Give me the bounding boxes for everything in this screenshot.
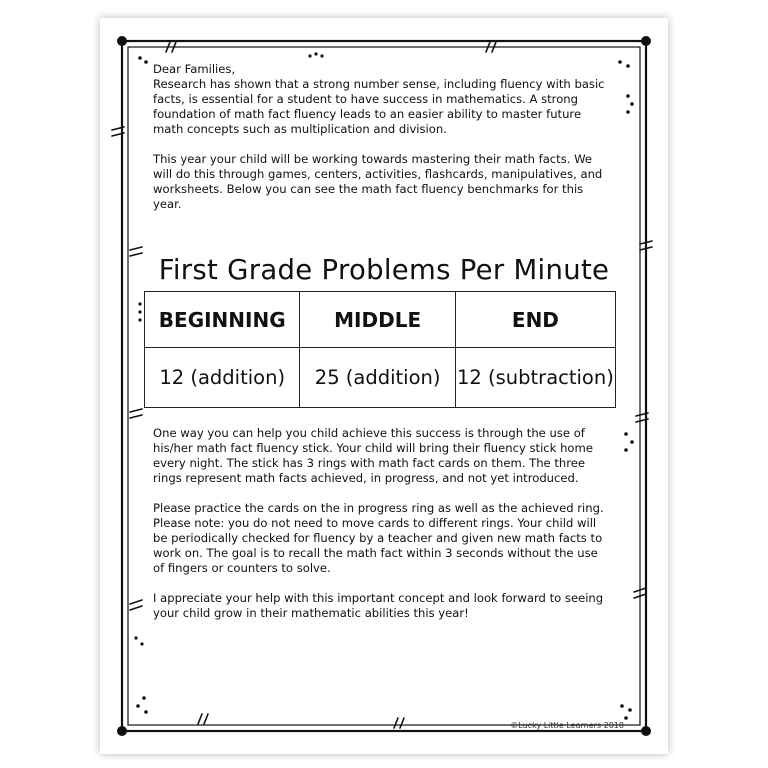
intro-paragraph: Research has shown that a strong number sense, including fluency with basic facts, is essential for a student to have success in mathematics. A strong foundation of math fact fluency leads to an easier ability to master future math concepts such as multiplication and division. <box>153 77 605 136</box>
header-end: END <box>455 292 615 348</box>
value-end: 12 (subtraction) <box>455 348 615 408</box>
header-beginning: BEGINNING <box>145 292 300 348</box>
letter-body <box>153 426 623 621</box>
benchmark-value-row <box>145 348 616 408</box>
worksheet-page <box>100 18 668 754</box>
greeting: Dear Families, <box>153 62 236 76</box>
benchmark-title: First Grade Problems Per Minute <box>158 254 610 286</box>
benchmark-header-row <box>145 292 616 348</box>
this-year-paragraph: This year your child will be working towards mastering their math facts. We will do this through games, centers, activities, flashcards, manipulatives, and worksheets. Below you can see the math fact fluency benchmarks for this year. <box>153 152 603 211</box>
practice-paragraph: Please practice the cards on the in progress ring as well as the achieved ring. Please note: you do not need to move cards to different rings. Your child will be periodically checked for fluency by a teacher and given new math facts to work on. The goal is to recall the math fact within 3 seconds without the use of fingers or counters to solve. <box>153 501 604 575</box>
copyright-text: ©Lucky Little Learners 2018 <box>510 721 624 730</box>
fluency-stick-paragraph: One way you can help you child achieve this success is through the use of his/her math fact fluency stick. Your child will bring their fluency stick home every night. The stick has 3 rings with math fact cards on them. The three rings represent math facts achieved, in progress, and not yet introduced. <box>153 426 593 485</box>
benchmark-table <box>144 291 616 408</box>
letter-intro <box>153 62 623 212</box>
header-middle: MIDDLE <box>300 292 455 348</box>
value-beginning: 12 (addition) <box>145 348 300 408</box>
value-middle: 25 (addition) <box>300 348 455 408</box>
closing-paragraph: I appreciate your help with this important concept and look forward to seeing your child grow in their mathematic abilities this year! <box>153 591 604 620</box>
